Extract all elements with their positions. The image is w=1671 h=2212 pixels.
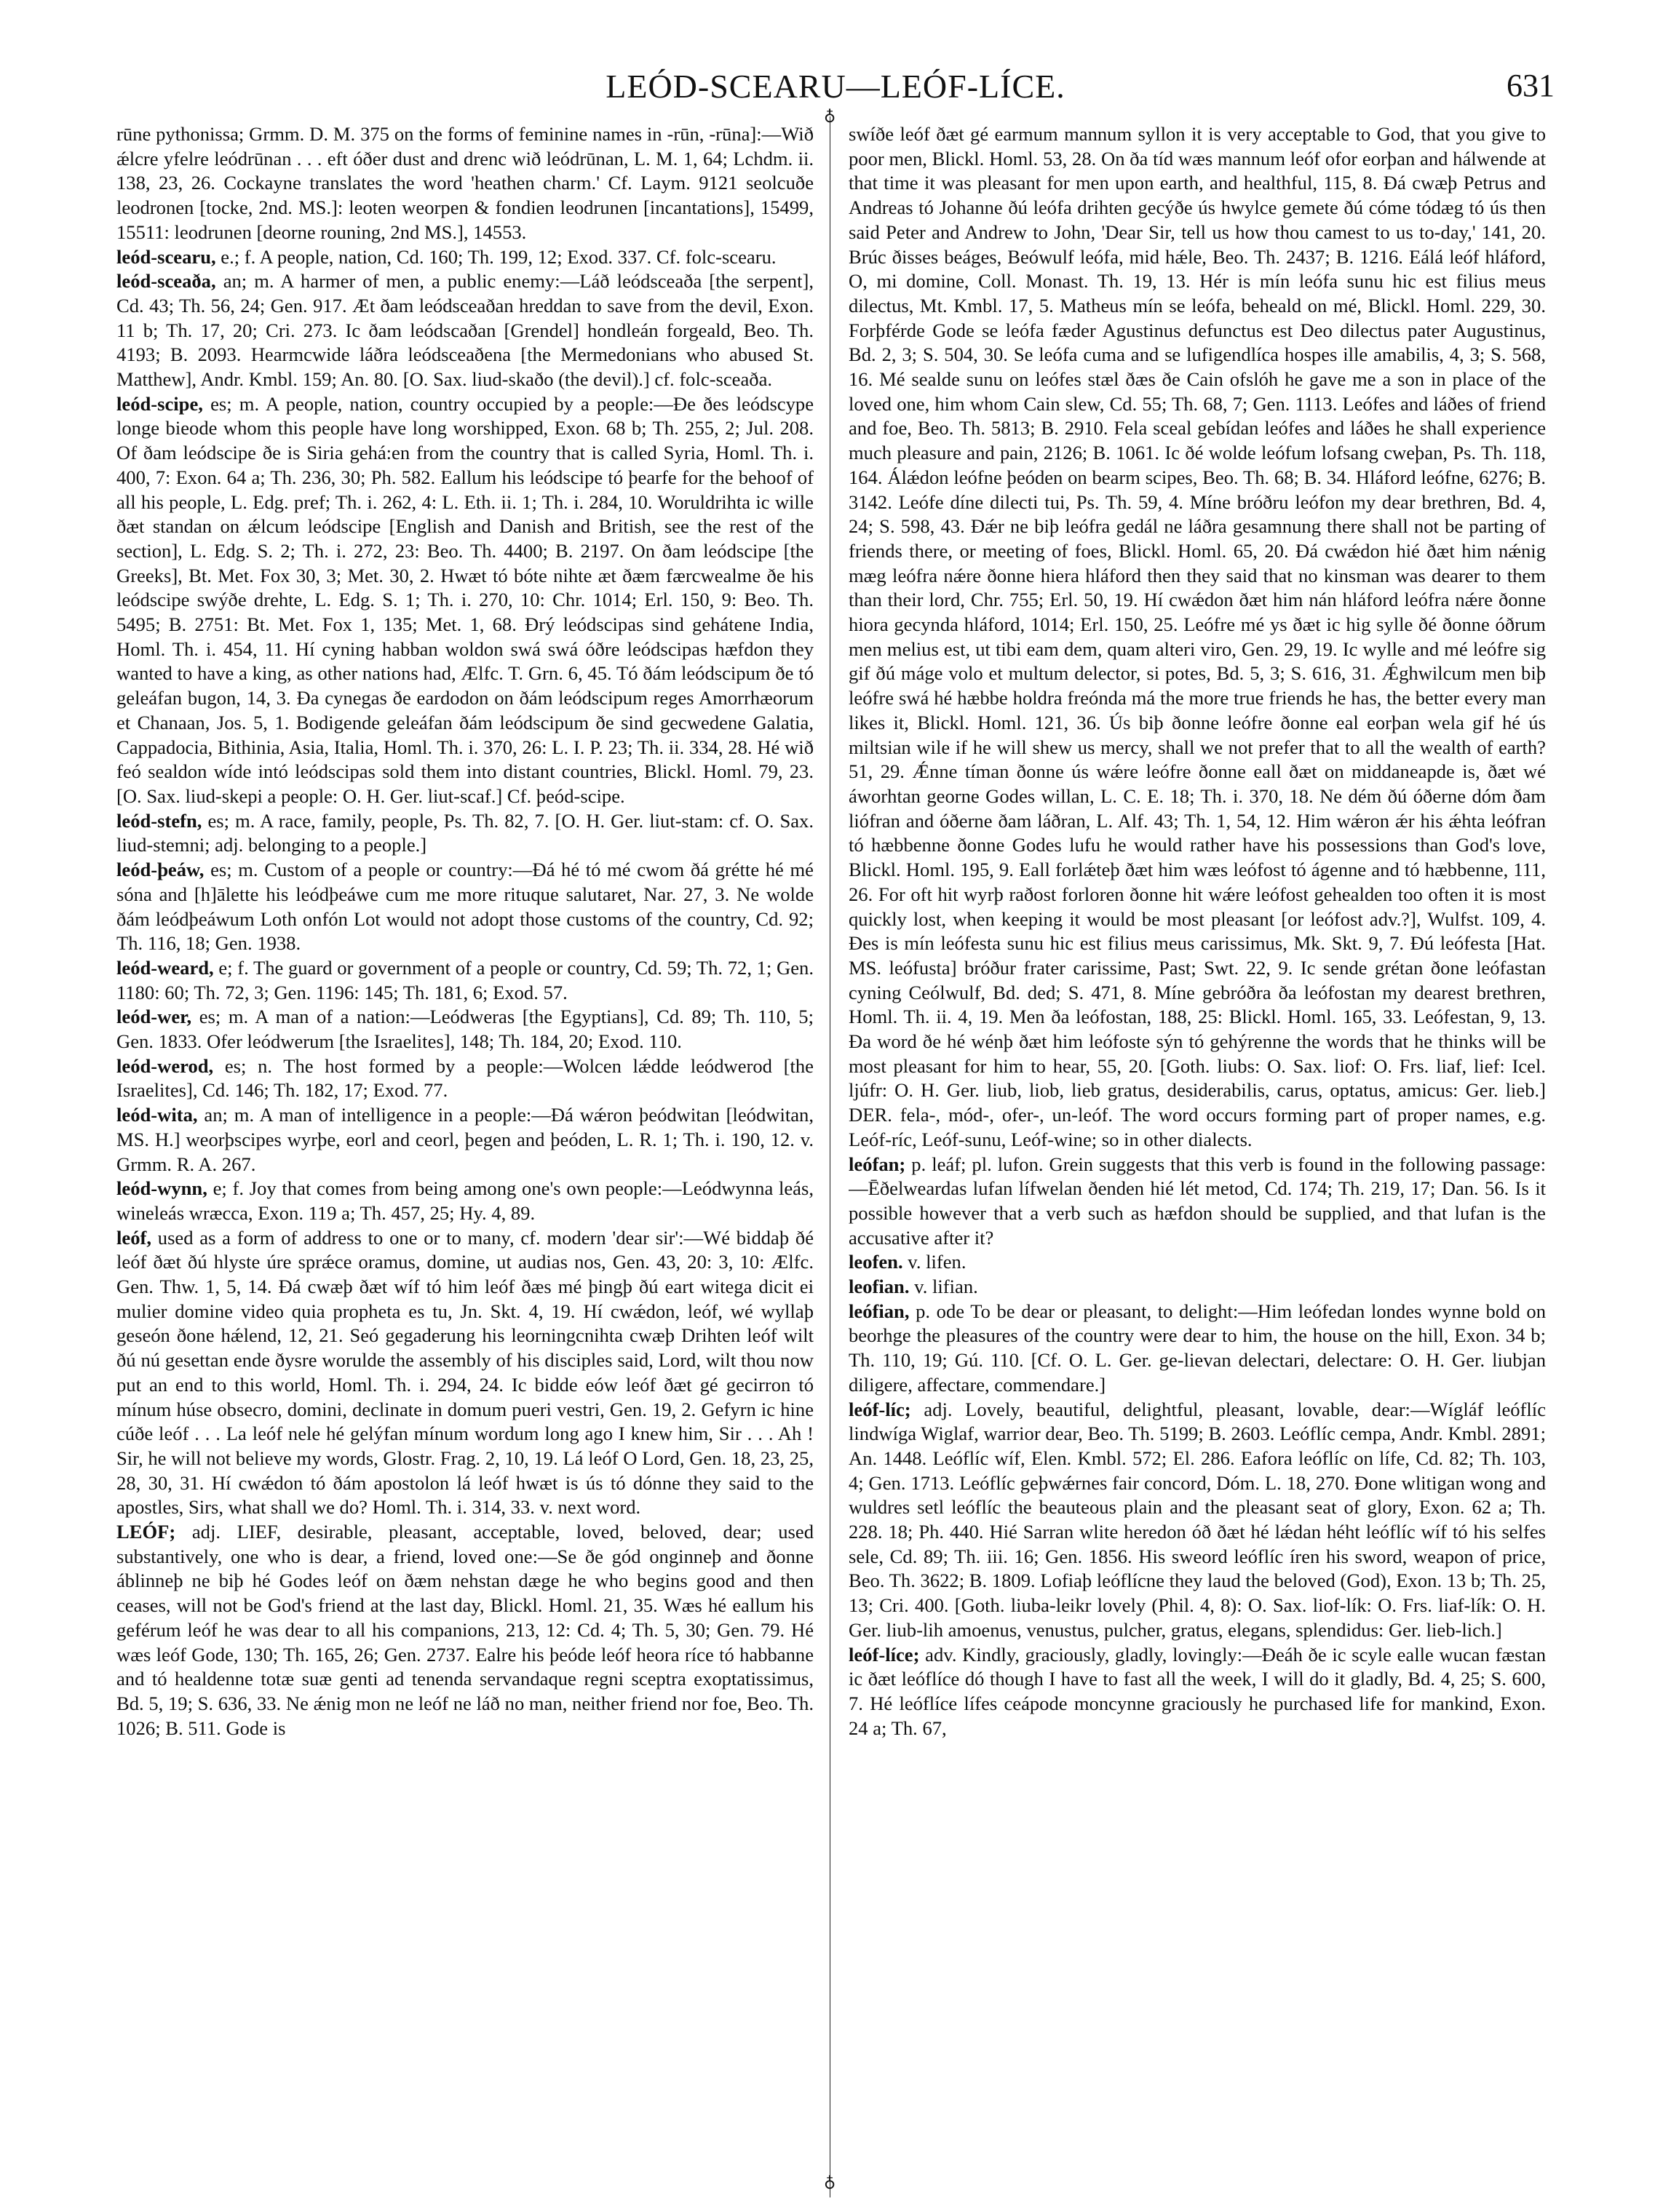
dictionary-entry (849, 1250, 1546, 1275)
entry-headword: leód-wynn, (116, 1177, 207, 1200)
dictionary-entry (116, 809, 814, 858)
entry-text: v. lifian. (914, 1276, 978, 1298)
entry-text: adv. Kindly, graciously, gladly, lovingly:—Ðeáh ðe ic scyle ealle wucan fæstan ic ðæt leóflíce dó though I have to fast all the week, I will do it gladly, Bd. 4, 25; S. 600, 7. Hé leóflíce lífes ceápode moncynne graciously he purchased life for mankind, Exon. 24 a; Th. 67, (849, 1643, 1546, 1739)
dictionary-entry (849, 1300, 1546, 1398)
page-number: 631 (1507, 68, 1555, 103)
column-ornament-bottom-icon: ♁ (823, 2175, 836, 2193)
entry-headword: leofen. (849, 1251, 903, 1273)
dictionary-entry (849, 1275, 1546, 1300)
entry-text: e; f. The guard or government of a people or country, Cd. 59; Th. 72, 1; Gen. 1180: 60; Th. 72, 3; Gen. 1196: 145; Th. 181, 6; Exod. 57. (116, 956, 814, 1003)
dictionary-entry (116, 1177, 814, 1225)
entry-headword: leód-weard, (116, 956, 214, 979)
dictionary-entry (116, 956, 814, 1005)
entry-text: v. lifen. (908, 1251, 967, 1273)
entry-text: adj. Lovely, beautiful, delightful, pleasant, lovable, dear:—Wígláf leóflíc lindwíga Wiglaf, warrior dear, Beo. Th. 5199; B. 2603. Leóflíc cempa, Andr. Kmbl. 2891; An. 1448. Leóflíc wíf, Elen. Kmbl. 572; El. 286. Eafora leóflíc on lífe, Cd. 82; Th. 103, 4; Gen. 1713. Leóflíc geþwǽrnes fair concord, Dóm. L. 18, 270. Ðone wlitigan wong and wuldres setl leóflíc the beauteous plain and the pleasant seat of glory, Exon. 62 a; Th. 228. 18; Ph. 440. Hié Sarran wlite heredon óð ðæt hé lǽdan héht leóflíc wíf tó his selfes sele, Cd. 89; Th. iii. 16; Gen. 1856. His sweord leóflíc íren his sword, weapon of price, Beo. Th. 3622; B. 1809. Lofiaþ leóflícne they laud the beloved (God), Exon. 13 b; Th. 25, 13; Cri. 400. [Goth. liuba-leikr lovely (Phil. 4, 8): O. Sax. liof-lík: O. Frs. liaf-lík: O. H. Ger. liub-lih amoenus, venustus, pulcher, gratus, elegans, splendidus: Ger. lieb-lich.] (849, 1398, 1546, 1641)
entry-headword: leód-þeáw, (116, 859, 205, 881)
entry-text: rūne pythonissa; Grmm. D. M. 375 on the forms of feminine names in -rūn, -rūna]:—Wið ǽlcre yfelre leódrūnan . . . eft óðer dust and drenc wið leódrūnan, L. M. 1, 64; Lchdm. ii. 138, 23, 26. Cockayne translates the word 'heathen charm.' Cf. Laym. 9121 seolcuðe leodronen [tocke, 2nd. MS.]: leoten weorpen & fondien leodrunen [incantations], 15499, 15511: leodrunen [deorne rouning, 2nd MS.], 14553. (116, 123, 814, 243)
column-ornament-top-icon: ♁ (823, 108, 836, 127)
entry-headword: leód-wita, (116, 1104, 198, 1126)
dictionary-entry (849, 1398, 1546, 1643)
dictionary-entry (116, 269, 814, 392)
entry-headword: leód-scipe, (116, 392, 203, 415)
entry-headword: leód-werod, (116, 1054, 214, 1077)
dictionary-entry (116, 1520, 814, 1740)
entry-headword: leóf-líc; (849, 1398, 911, 1420)
entry-text: es; m. A man of a nation:—Leódweras [the Egyptians], Cd. 89; Th. 110, 5; Gen. 1833. Ofer leódwerum [the Israelites], 148; Th. 184, 20; Exod. 110. (116, 1006, 814, 1053)
entry-headword: leód-stefn, (116, 809, 202, 832)
entry-text: an; m. A man of intelligence in a people:—Ðá wǽron þeódwitan [leódwitan, MS. H.] weorþscipes wyrþe, eorl and ceorl, þegen and þeóden, L. R. 1; Th. i. 190, 12. v. Grmm. R. A. 267. (116, 1104, 814, 1175)
entry-headword: leofian. (849, 1276, 910, 1298)
entry-text: e; f. Joy that comes from being among one's own people:—Leódwynna leás, wineleás wræcca, Exon. 119 a; Th. 457, 25; Hy. 4, 89. (116, 1177, 814, 1224)
running-head (116, 67, 1555, 111)
dictionary-entry (116, 245, 814, 270)
entry-headword: leód-wer, (116, 1006, 192, 1028)
entry-text: an; m. A harmer of men, a public enemy:—Láð leódsceaða [the serpent], Cd. 43; Th. 56, 24; Gen. 917. Æt ðam leódsceaðan hreddan to save from the devil, Exon. 11 b; Th. 17, 20; Cri. 273. Ic ðam leódscaðan [Grendel] hondleán forgeald, Beo. Th. 4193; B. 2093. Hearmcwide láðra leódsceaðena [the Mermedonians who abused St. Matthew], Andr. Kmbl. 159; An. 80. [O. Sax. liud-skaðo (the devil).] cf. folc-sceaða. (116, 270, 814, 391)
dictionary-entry (116, 1005, 814, 1054)
entry-text: p. leáf; pl. lufon. Grein suggests that this verb is found in the following passage:—Ēðelweardas lufan lífwelan ðenden hié lét metod, Cd. 174; Th. 219, 17; Dan. 56. Is it possible however that a verb such as hæfdon should be supplied, and that lufan is the accusative after it? (849, 1153, 1546, 1249)
dictionary-entry (849, 122, 1546, 1153)
entry-text: p. ode To be dear or pleasant, to delight:—Him leófedan londes wynne bold on beorhge the pleasures of the country were dear to him, the house on the hill, Exon. 34 b; Th. 110, 19; Gú. 110. [Cf. O. L. Ger. ge-lievan delectari, delectare: O. H. Ger. liubjan diligere, affectare, commendare.] (849, 1300, 1546, 1396)
entry-text: es; m. A race, family, people, Ps. Th. 82, 7. [O. H. Ger. liut-stam: cf. O. Sax. liud-stemni; adj. belonging to a people.] (116, 809, 814, 856)
entry-text: es; m. A people, nation, country occupied by a people:—Ðe ðes leódscype longe bieode whom this people have long worshipped, Exon. 68 b; Th. 255, 2; Jul. 208. Of ðam leódscipe ðe is Siria gehá:en from the country that is called Syria, Homl. Th. i. 400, 7: Exon. 64 a; Th. 236, 30; Ph. 582. Eallum his leódscipe tó þearfe for the behoof of all his people, L. Edg. pref; Th. i. 262, 4: L. Eth. ii. 1; Th. i. 284, 10. Woruldrihta ic wille ðæt standan on ǽlcum leódscipe [English and Danish and British, see the rest of the section], L. Edg. S. 2; Th. i. 272, 23: Beo. Th. 4400; B. 2197. On ðam leódscipe [the Greeks], Bt. Met. Fox 30, 3; Met. 30, 2. Hwæt tó bóte nihte æt ðæm færcwealme ðe his leódscipe swýðe drehte, L. Edg. S. 1; Th. i. 270, 10: Chr. 1014; Erl. 150, 9: Beo. Th. 5495; B. 2751: Bt. Met. Fox 1, 135; Met. 1, 68. Ðrý leódscipas sind gehátene India, Homl. Th. i. 454, 11. Hí cyning habban woldon swá swá óðre leódscipas hæfdon they wanted to have a king, as other nations had, Ælfc. T. Grn. 6, 45. Tó ðám leódscipum ðe tó geleáfan bugon, 14, 3. Ða cynegas ðe eardodon on ðám leódscipum reges Amorrhæorum et Chanaan, Jos. 5, 1. Bodigende geleáfan ðám leódscipum ðe sind gecwedene Galatia, Cappadocia, Bithinia, Asia, Italia, Homl. Th. i. 370, 26: L. I. P. 23; Th. ii. 334, 28. Hé wið feó sealdon wíde intó leódscipas sold them into distant countries, Blickl. Homl. 79, 23. [O. Sax. liud-skepi a people: O. H. Ger. liut-scaf.] Cf. þeód-scipe. (116, 392, 814, 807)
dictionary-entry (116, 1226, 814, 1520)
dictionary-entry (116, 1054, 814, 1103)
entry-text: es; n. The host formed by a people:—Wolcen lǽdde leódwerod [the Israelites], Cd. 146; Th. 182, 17; Exod. 77. (116, 1054, 814, 1102)
entry-headword: leód-scearu, (116, 245, 216, 268)
dictionary-entry (849, 1643, 1546, 1741)
dictionary-entry (116, 858, 814, 956)
left-column (116, 122, 814, 2181)
running-title: LEÓD-SCEARU—LEÓF-LÍCE. (606, 68, 1065, 105)
entry-text: swíðe leóf ðæt gé earmum mannum syllon it is very acceptable to God, that you give to poor men, Blickl. Homl. 53, 28. On ða tíd wæs mannum leóf ofor eorþan and hálwende at that time it was pleasant for men upon earth, and healthful, 115, 8. Ðá cwæþ Petrus and Andreas tó Johanne ðú leófa drihten gecýðe ús hwylce gemete ðú cóme tódæg tó ús then said Peter and Andrew to John, 'Dear Sir, tell us how thou camest to us to-day,' 141, 20. Brúc ðisses beáges, Beówulf leófa, mid hǽle, Beo. Th. 2437; B. 1216. Eálá leóf hláford, O, mi domine, Coll. Monast. Th. 19, 13. Hér is mín leófa sunu hic est filius meus dilectus, Mt. Kmbl. 17, 5. Matheus mín se leófa, beheald on mé, Blickl. Homl. 229, 30. Forþférde Gode se leófa fæder Agustinus defunctus est Deo dilectus pater Augustinus, Bd. 2, 3; S. 504, 30. Se leófa cuma and se lufigendlíca hospes ille amabilis, 4, 3; S. 568, 16. Mé sealde sunu on leófes stæl ðæs ðe Cain ofslóh he gave me a son in place of the loved one, him whom Cain slew, Cd. 55; Th. 68, 7; Gen. 1113. Leófes and láðes of friend and foe, Beo. Th. 5813; B. 2910. Fela sceal gebídan leófes and láðes he shall experience much pleasure and pain, 2126; B. 1061. Ic ðé wolde leófum lofsang cweþan, Ps. Th. 118, 164. Álǽdon leófne þeóden on bearm scipes, Beo. Th. 68; B. 34. Hláford leófne, 6276; B. 3142. Leófe díne dilecti tui, Ps. Th. 59, 4. Míne bróðru leófon my dear brethren, Bd. 4, 24; S. 598, 43. Ðǽr ne biþ leófra gedál ne láðra gesamnung there shall not be parting of friends there, or meeting of foes, Blickl. Homl. 65, 20. Ðá cwǽdon hié ðæt him nǽnig mæg leófra nǽre ðonne hiera hláford then they said that no kinsman was dearer to them than their lord, Chr. 755; Erl. 50, 19. Hí cwǽdon ðæt him nán hláford leófra nǽre ðonne hiora gecynda hláford, 1014; Erl. 150, 25. Leófre mé ys ðæt ic hig sylle ðé ðonne óðrum men melius est, ut tibi eam dem, quam alteri viro, Gen. 29, 19. Ic wylle and mé leófre sig gif ðú máge volo et multum delector, si potes, Bd. 5, 3; S. 616, 31. Ǽghwilcum men biþ leófre swá hé hæbbe holdra freónda má the more true friends he has, the better every man likes it, Blickl. Homl. 121, 36. Ús biþ ðonne leófre ðonne eal eorþan wela gif hé ús miltsian wile if he will shew us mercy, shall we not prefer that to all the wealth of earth? 51, 29. Ǽnne tíman ðonne ús wǽre leófre ðonne eall ðæt on middaneарde is, ðæt wé áworhtan georne Godes willan, L. C. E. 18; Th. i. 370, 18. Ne dém ðú óðerne dóm ðam liófran and óðerne ðam láðran, L. Alf. 43; Th. 1, 54, 12. Him wǽron ǽr his ǽhta leófran tó hæbbenne ðonne Godes lufu he would rather have his possessions than God's love, Blickl. Homl. 195, 9. Eall forlǽteþ ðæt him wæs leófost tó ágenne and tó hæbbenne, 111, 26. For oft hit wyrþ raðost forloren ðonne hit wǽre leófost gehealden too often it is most quickly lost, when keeping it would be most pleasant [or leófost adv.?], Wulfst. 109, 4. Ðes is mín leófesta sunu hic est filius meus carissimus, Mk. Skt. 9, 7. Ðú leófesta [Hat. MS. leófusta] bróður frater carissime, Past; Swt. 22, 9. Ic sende grétan ðone leófastan cyning Ceólwulf, Bd. ded; S. 471, 8. Míne gebróðra ða leófostan my dearest brethren, Homl. Th. ii. 4, 19. Men ða leófostan, 188, 25: Blickl. Homl. 165, 33. Leófestan, 9, 13. Ða word ðe hé wénþ ðæt him leófoste sýn tó gehýrenne the words that he thinks will be most pleasant for him to hear, 55, 20. [Goth. liubs: O. Sax. liof: O. Frs. liaf, lief: Icel. ljúfr: O. H. Ger. liub, liob, lieb gratus, desiderabilis, carus, optatus, amicus: Ger. lieb.] DER. fela-, mód-, ofer-, un-leóf. The word occurs forming part of proper names, e.g. Leóf-ríc, Leóf-sunu, Leóf-wine; so in other dialects. (849, 123, 1546, 1150)
entry-text: e.; f. A people, nation, Cd. 160; Th. 199, 12; Exod. 337. Cf. folc-scearu. (221, 245, 777, 268)
dictionary-entry (849, 1153, 1546, 1251)
entry-headword: leófian, (849, 1300, 910, 1322)
dictionary-entry (116, 1103, 814, 1177)
entry-text: used as a form of address to one or to many, cf. modern 'dear sir':—Wé biddaþ ðé leóf ðæt ðú hlyste úre sprǽce oramus, domine, ut audias nos, Gen. 43, 20: 3, 10: Ælfc. Gen. Thw. 1, 5, 14. Ðá cwæþ ðæt wíf tó him leóf ðæs mé þingþ ðú eart witega dicit ei mulier domine video quia propheta es tu, Jn. Skt. 4, 19. Hí cwǽdon, leóf, wé wyllaþ geseón ðone hǽlend, 12, 21. Seó gegaderung his leorningcnihta cwæþ Drihten leóf wilt ðú nú gesettan ende ðysre worulde the assembly of his disciples said, Lord, wilt thou now put an end to this world, Homl. Th. i. 294, 24. Ic bidde eów leóf ðæt gé gecirron tó mínum húse obsecro, domini, declinate in domum pueri vestri, Gen. 19, 2. Gefyrn ic hine cúðe leóf . . . La leóf nele hé gelýfan mínum wordum long ago I knew him, Sir . . . Ah ! Sir, he will not believe my words, Glostr. Frag. 2, 10, 19. Lá leóf O Lord, Gen. 18, 23, 25, 28, 30, 31. Hí cwǽdon tó ðám apostolon lá leóf hwæt is ús tó dónne they said to the apostles, Sirs, what shall we do? Homl. Th. i. 314, 33. v. next word. (116, 1226, 814, 1519)
entry-headword: leód-sceaða, (116, 270, 216, 293)
dictionary-entry (116, 122, 814, 245)
dictionary-entry (116, 392, 814, 809)
right-column (849, 122, 1546, 2181)
entry-text: adj. LIEF, desirable, pleasant, acceptable, loved, beloved, dear; used substantively, one who is dear, a friend, loved one:—Se ðe gód onginneþ and ðonne áblinneþ ne biþ hé Godes leóf on ðæm nehstan dæge he who begins good and then ceases, will not be God's friend at the last day, Blickl. Homl. 21, 35. Wæs hé eallum his geférum leóf he was dear to all his companions, 213, 12: Cd. 4; Th. 5, 30; Gen. 79. Hé wæs leóf Gode, 130; Th. 165, 26; Gen. 2737. Ealre his þeóde leóf heora ríce tó habbanne and tó healdenne totæ suæ genti ad tenenda servandaque regni sceptra exoptatissimus, Bd. 5, 19; S. 636, 33. Ne ǽnig mon ne leóf ne láð no man, neither friend nor foe, Beo. Th. 1026; B. 511. Gode is (116, 1521, 814, 1739)
entry-headword: leóf, (116, 1226, 151, 1249)
entry-text: es; m. Custom of a people or country:—Ðá hé tó mé cwom ðá grétte hé mé sóna and [h]ālette his leódþeáwe cum me more rituque salutaret, Nar. 27, 3. Ne wolde ðám leódþeáwum Loth onfón Lot would not adopt those customs of the country, Cd. 92; Th. 116, 18; Gen. 1938. (116, 859, 814, 955)
entry-headword: leófan; (849, 1153, 906, 1175)
entry-headword: leóf-líce; (849, 1643, 920, 1666)
entry-headword: LEÓF; (116, 1521, 176, 1543)
